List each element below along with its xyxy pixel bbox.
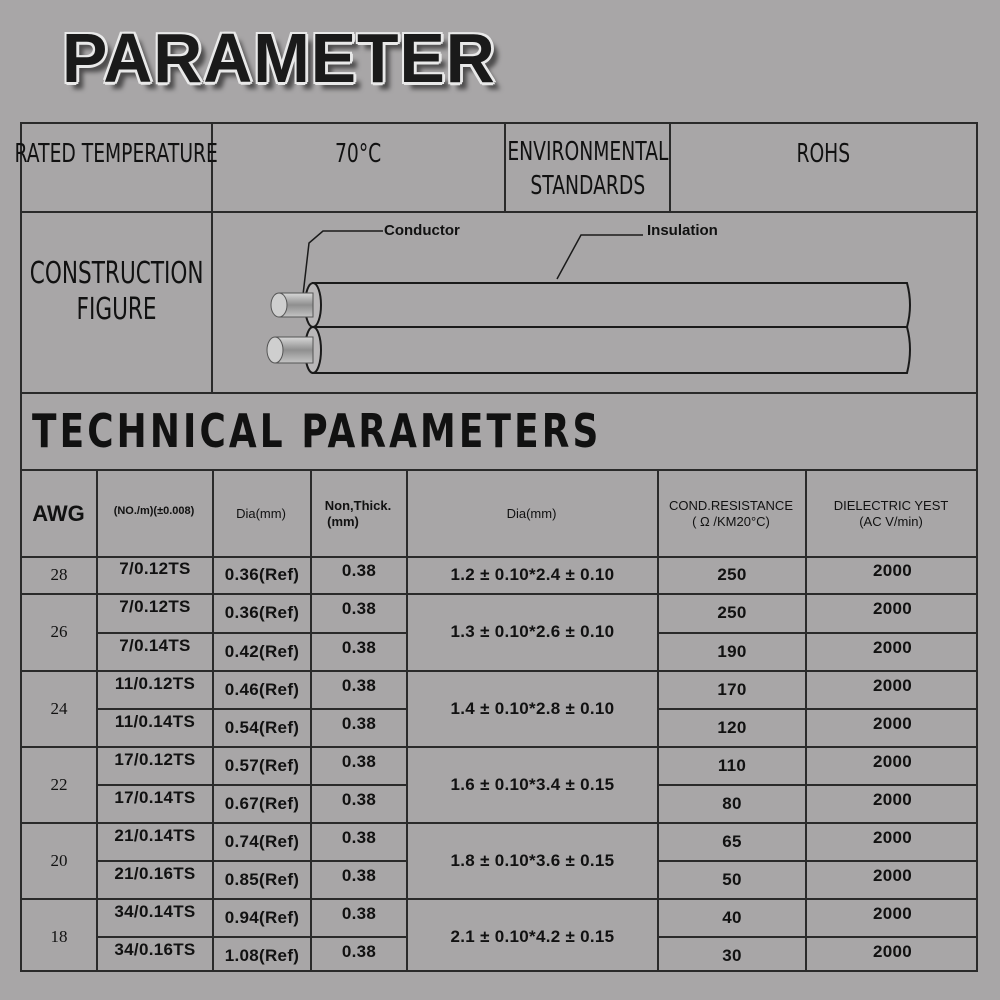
thickness-cell: 0.38	[341, 865, 377, 885]
environmental-standards-label: ENVIRONMENTAL STANDARDS	[506, 137, 669, 201]
conductor-dia-cell: 0.36(Ref)	[224, 603, 300, 622]
strand-cell: 11/0.12TS	[114, 673, 196, 693]
rated-temperature-label: RATED TEMPERATURE	[14, 139, 219, 169]
awg-cell: 26	[50, 622, 68, 641]
resistance-cell: 250	[717, 565, 747, 584]
thickness-cell: 0.38	[341, 713, 377, 733]
strand-cell: 34/0.14TS	[114, 901, 196, 921]
awg-cell: 22	[50, 774, 68, 794]
conductor-dia-cell: 0.94(Ref)	[224, 907, 300, 927]
overall-dia-cell: 1.6 ± 0.10*3.4 ± 0.15	[450, 774, 615, 794]
awg-cell: 18	[50, 926, 68, 946]
awg-cell: 24	[50, 698, 68, 718]
thickness-cell: 0.38	[341, 675, 377, 695]
dielectric-cell: 2000	[872, 751, 913, 771]
thickness-cell: 0.38	[341, 903, 377, 923]
awg-cell: 20	[50, 850, 68, 870]
col-header-conductor-dia: Dia(mm)	[236, 505, 286, 521]
col-header-overall-dia: Dia(mm)	[506, 505, 557, 521]
resistance-cell: 110	[717, 755, 747, 775]
strand-cell: 17/0.12TS	[114, 749, 196, 769]
thickness-cell: 0.38	[341, 637, 377, 657]
dielectric-cell: 2000	[872, 865, 913, 885]
resistance-cell: 250	[717, 603, 747, 622]
col-header-thickness: Non,Thick. (mm)	[324, 497, 392, 529]
conductor-label: Conductor	[384, 222, 460, 239]
strand-cell: 17/0.14TS	[114, 787, 196, 807]
insulation-leader-line	[557, 235, 643, 279]
col-header-awg: AWG	[32, 500, 85, 526]
strand-cell: 21/0.16TS	[114, 863, 196, 883]
resistance-cell: 120	[717, 717, 747, 737]
conductor-dia-cell: 0.67(Ref)	[224, 793, 300, 813]
dielectric-cell: 2000	[872, 637, 913, 657]
dielectric-cell: 2000	[872, 789, 913, 809]
conductor-dia-cell: 0.57(Ref)	[224, 755, 300, 775]
dielectric-cell: 2000	[872, 713, 913, 733]
rated-temperature-value: 70°C	[335, 139, 382, 169]
dielectric-cell: 2000	[872, 827, 913, 847]
strand-cell: 7/0.12TS	[119, 559, 191, 578]
upper-conductor-end	[271, 293, 287, 317]
thickness-cell: 0.38	[341, 827, 377, 847]
strand-cell: 21/0.14TS	[114, 825, 196, 845]
dielectric-cell: 2000	[872, 675, 913, 695]
upper-insulation	[313, 283, 910, 327]
col-header-resistance: COND.RESISTANCE ( Ω /KM20°C)	[669, 497, 793, 529]
conductor-dia-cell: 0.36(Ref)	[224, 565, 300, 584]
insulation-label: Insulation	[647, 222, 718, 239]
resistance-cell: 170	[717, 679, 747, 699]
overall-dia-cell: 1.8 ± 0.10*3.6 ± 0.15	[450, 850, 615, 870]
strand-cell: 11/0.14TS	[114, 711, 196, 731]
conductor-dia-cell: 0.74(Ref)	[224, 831, 300, 851]
dielectric-cell: 2000	[872, 941, 913, 961]
thickness-cell: 0.38	[341, 789, 377, 809]
resistance-cell: 30	[722, 945, 742, 965]
resistance-cell: 50	[722, 869, 742, 889]
dielectric-cell: 2000	[872, 903, 913, 923]
strand-cell: 7/0.14TS	[119, 635, 191, 655]
conductor-dia-cell: 0.42(Ref)	[224, 641, 300, 661]
dielectric-cell: 2000	[872, 599, 913, 618]
thickness-cell: 0.38	[341, 941, 377, 961]
col-header-strand: (NO./m)(±0.008)	[113, 505, 195, 517]
conductor-dia-cell: 0.46(Ref)	[224, 679, 300, 699]
construction-figure-label: CONSTRUCTION FIGURE	[29, 256, 204, 327]
divider	[20, 392, 978, 394]
lower-insulation	[313, 327, 910, 373]
awg-cell: 28	[50, 565, 68, 584]
dielectric-cell: 2000	[872, 561, 913, 580]
resistance-cell: 65	[722, 831, 742, 851]
thickness-cell: 0.38	[341, 599, 377, 618]
cable-construction-diagram	[213, 213, 976, 391]
thickness-cell: 0.38	[341, 561, 377, 580]
strand-cell: 34/0.16TS	[114, 939, 196, 959]
thickness-cell: 0.38	[341, 751, 377, 771]
resistance-cell: 40	[722, 907, 742, 927]
conductor-dia-cell: 0.54(Ref)	[224, 717, 300, 737]
overall-dia-cell: 1.3 ± 0.10*2.6 ± 0.10	[450, 622, 615, 641]
resistance-cell: 190	[717, 641, 747, 661]
page-title: PARAMETER	[62, 19, 496, 97]
lower-conductor-end	[267, 337, 283, 363]
technical-parameters-title: TECHNICAL PARAMETERS	[32, 404, 602, 458]
col-header-dielectric: DIELECTRIC YEST (AC V/min)	[833, 497, 949, 529]
overall-dia-cell: 1.4 ± 0.10*2.8 ± 0.10	[450, 698, 615, 718]
conductor-dia-cell: 0.85(Ref)	[224, 869, 300, 889]
conductor-dia-cell: 1.08(Ref)	[224, 945, 300, 965]
resistance-cell: 80	[722, 793, 742, 813]
overall-dia-cell: 1.2 ± 0.10*2.4 ± 0.10	[450, 565, 615, 584]
overall-dia-cell: 2.1 ± 0.10*4.2 ± 0.15	[450, 926, 615, 946]
strand-cell: 7/0.12TS	[119, 597, 191, 616]
environmental-standards-value: ROHS	[796, 139, 851, 169]
